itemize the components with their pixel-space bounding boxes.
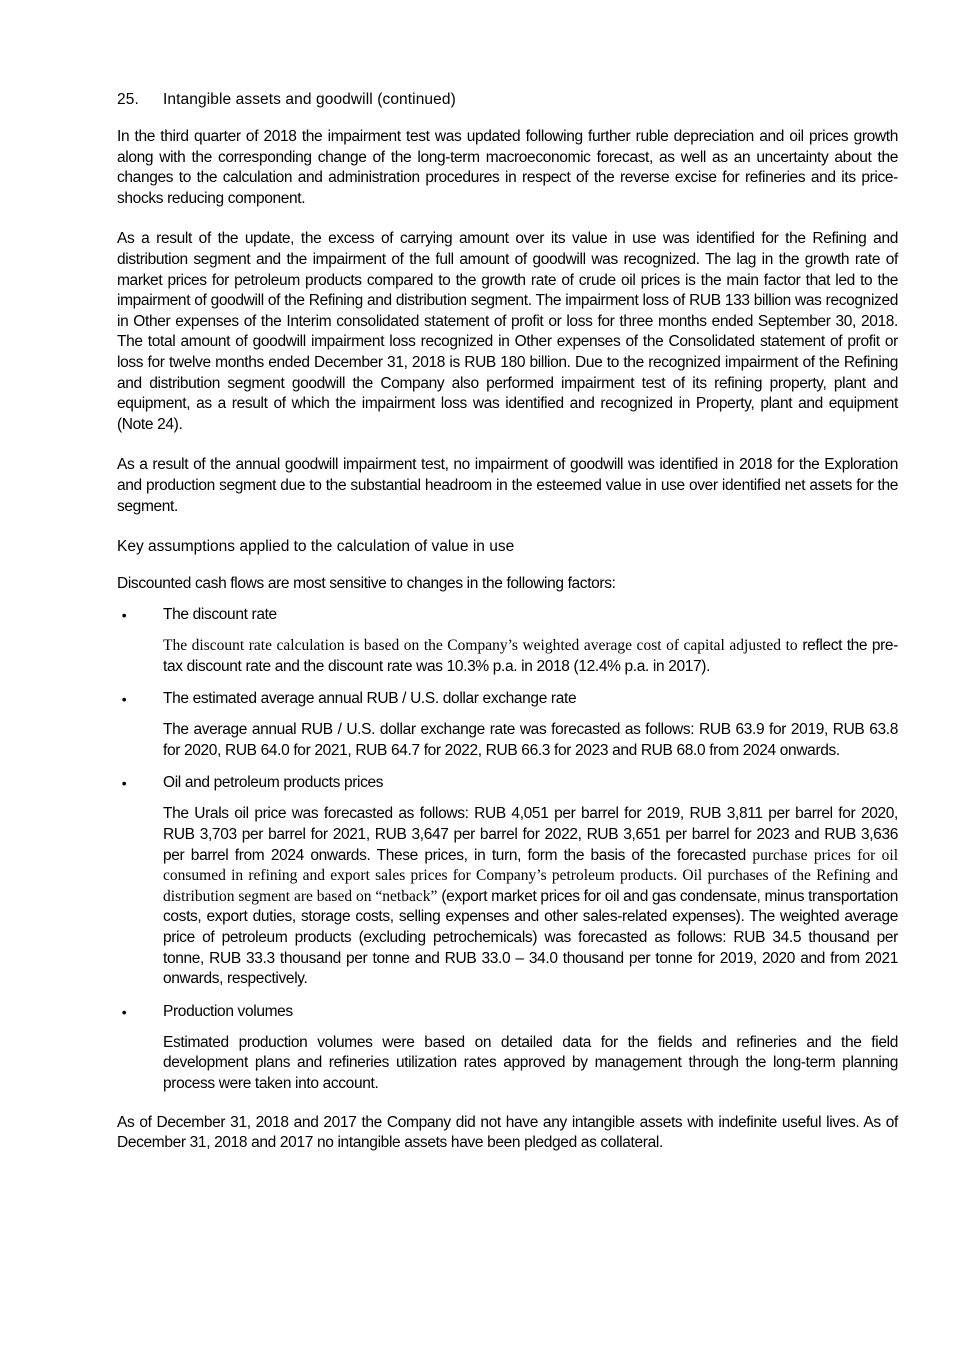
bullet-icon: •: [121, 691, 127, 708]
bullet-icon: •: [121, 607, 127, 624]
factor-description: [163, 636, 898, 677]
factor-title: Oil and petroleum products prices: [163, 774, 384, 792]
factor-oil-prices: [117, 773, 898, 989]
factor-title: The estimated average annual RUB / U.S. dollar exchange rate: [163, 690, 577, 708]
paragraph-refining-impairment: As a result of the update, the excess of carrying amount over its value in use was identified for the Refining and distribution segment and the impairment of the full amount of goodwill was recognized. The lag in the growth rate of market prices for petroleum products compared to the growth rate of crude oil prices is the main factor that led to the impairment of goodwill of the Refining and distribution segment. The impairment loss of RUB 133 billion was recognized in Other expenses of the Interim consolidated statement of profit or loss for three months ended September 30, 2018. The total amount of goodwill impairment loss recognized in Other expenses of the Consolidated statement of profit or loss for twelve months ended December 31, 2018 is RUB 180 billion. Due to the recognized impairment of the Refining and distribution segment goodwill the Company also performed impairment test of its refining property, plant and equipment, as a result of which the impairment loss was identified and recognized in Property, plant and equipment (Note 24).: [117, 230, 898, 433]
factor-text-serif: The discount rate calculation is based on the Company’s weighted average cost of capital adjusted to: [163, 637, 798, 655]
factor-title: The discount rate: [163, 606, 277, 624]
factor-description: Estimated production volumes were based on detailed data for the fields and refineries and the field development plans and refineries utilization rates approved by management through the long-term planning process were taken into account.: [163, 1033, 898, 1092]
factor-text-part-b: (export market prices for oil and gas condensate, minus transportation costs, export duties, storage costs, selling expenses and other sales-related expenses). The weighted average price of petroleum products (excluding petrochemicals) was forecasted as follows: RUB 34.5 thousand per tonne, RUB 33.3 thousand per tonne and RUB 33.0 – 34.0 thousand per tonne for 2019, 2020 and from 2021 onwards, respectively.: [163, 887, 898, 988]
factor-text-part-a: The Urals oil price was forecasted as follows: RUB 4,051 per barrel for 2019, RUB 3,811 per barrel for 2020, RUB 3,703 per barrel for 2021, RUB 3,647 per barrel for 2022, RUB 3,651 per barrel for 2023 and RUB 3,636 per barrel from 2024 onwards. These prices, in turn, form the basis of the forecasted: [163, 805, 898, 864]
factor-title: Production volumes: [163, 1002, 293, 1020]
paragraph-exploration-test: As a result of the annual goodwill impairment test, no impairment of goodwill was identified in 2018 for the Exploration and production segment due to the substantial headroom in the esteemed value in use over identified net assets for the segment.: [117, 456, 898, 515]
factor-text: reflect the pre-tax discount rate and the discount rate was 10.3% p.a. in 2018 (12.4% p.a. in 2017).: [163, 637, 898, 675]
bullet-icon: •: [121, 1003, 127, 1020]
section-heading: [117, 90, 898, 110]
factors-intro: Discounted cash flows are most sensitive to changes in the following factors:: [117, 575, 616, 593]
document-page: [117, 90, 898, 1154]
paragraph-impairment-update: In the third quarter of 2018 the impairment test was updated following further ruble depreciation and oil prices growth along with the corresponding change of the long-term macroeconomic forecast, as well as an uncertainty about the changes to the calculation and administration procedures in respect of the reverse excise for refineries and its price-shocks reducing component.: [117, 128, 898, 207]
factor-text-serif: purchase prices for oil consumed in refining and export sales prices for Company’s petroleum products. Oil purchases of the Refining and distribution segment are based on “netback”: [163, 846, 898, 905]
factor-production-volumes: [117, 1002, 898, 1095]
key-assumptions-heading: Key assumptions applied to the calculation of value in use: [117, 538, 515, 556]
section-title: Intangible assets and goodwill (continued): [163, 91, 456, 108]
factor-description: [163, 804, 898, 989]
paragraph-closing: As of December 31, 2018 and 2017 the Company did not have any intangible assets with indefinite useful lives. As of December 31, 2018 and 2017 no intangible assets have been pledged as collateral.: [117, 1113, 898, 1152]
bullet-icon: •: [121, 775, 127, 792]
factor-discount-rate: [117, 605, 898, 677]
section-number: 25.: [117, 91, 139, 108]
factor-description: The average annual RUB / U.S. dollar exchange rate was forecasted as follows: RUB 63.9 for 2019, RUB 63.8 for 2020, RUB 64.0 for 2021, RUB 64.7 for 2022, RUB 66.3 for 2023 and RUB 68.0 from 2024 onwards.: [163, 721, 898, 759]
factor-exchange-rate: [117, 689, 898, 761]
